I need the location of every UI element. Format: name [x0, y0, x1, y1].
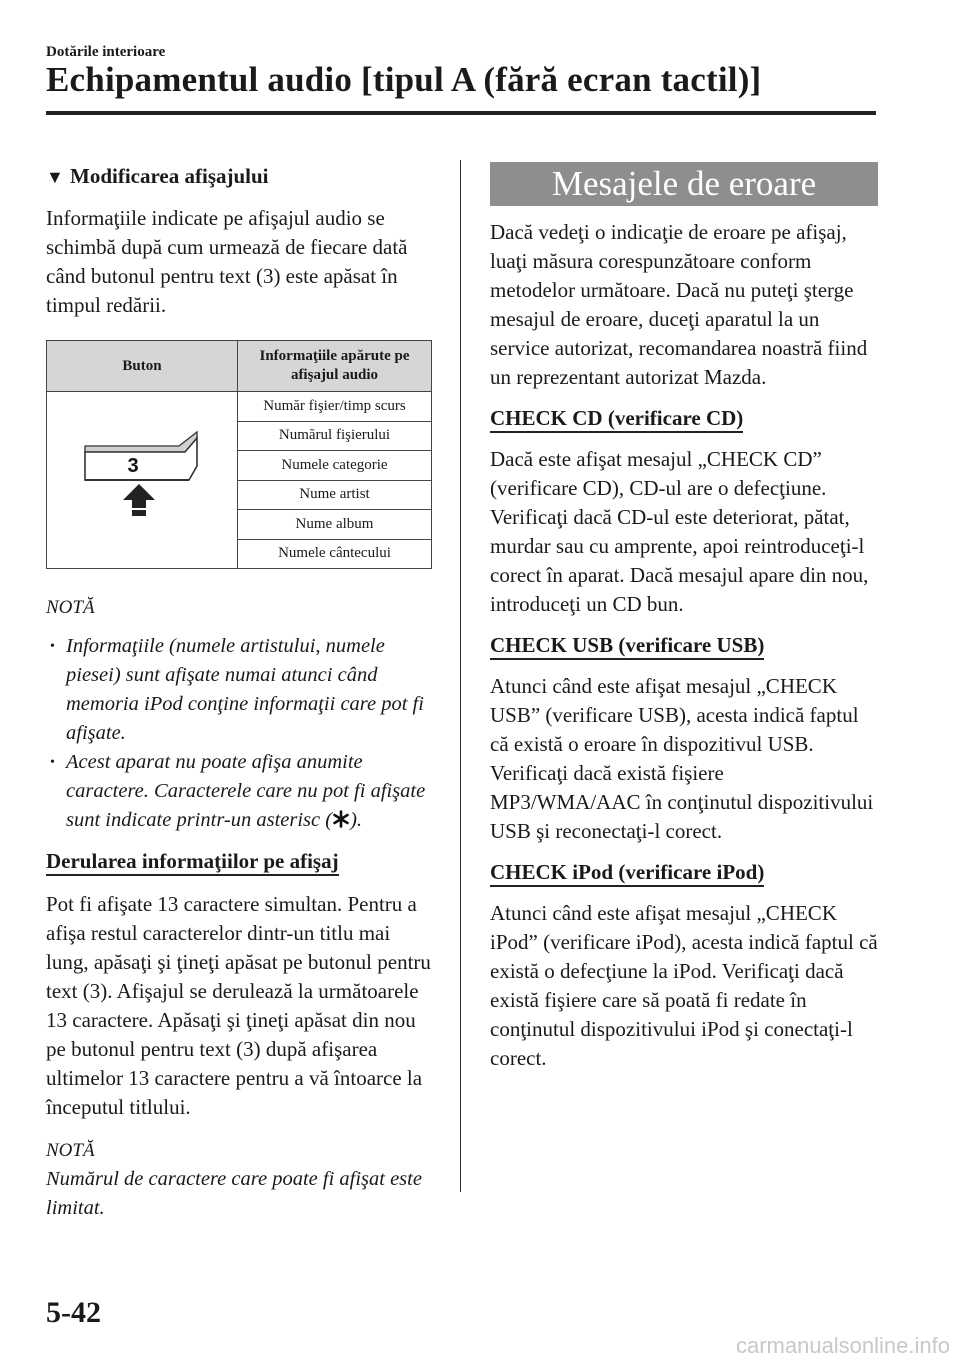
check-cd-text: Dacă este afişat mesajul „CHECK CD” (verificare CD), CD-ul are o defecţiune. Verificaţi dacă CD-ul este deteriorat, pătat, murdar sau cu amprente, apoi reintroduceţi-l corect în aparat. Dacă mesajul apare din nou, introduceţi un CD bun.: [490, 447, 869, 616]
column-divider: [460, 160, 461, 1192]
check-usb-heading: CHECK USB (verificare USB): [490, 633, 764, 660]
right-column: [490, 162, 878, 1073]
table-cell: Nume album: [238, 510, 432, 540]
scroll-heading: Derularea informaţiilor pe afişaj: [46, 849, 339, 876]
watermark: carmanualsonline.info: [735, 1333, 950, 1358]
breadcrumb: Dotările interioare: [46, 44, 166, 60]
note-title: NOTĂ: [46, 597, 95, 618]
table-cell: Numele categorie: [238, 451, 432, 481]
asterisk-icon: [332, 810, 350, 828]
left-column: [46, 162, 438, 1223]
intro-paragraph: Informaţiile indicate pe afişajul audio se schimbă după cum urmează de fiecare dată când butonul pentru text (3) este apăsat în timpul redării.: [46, 206, 408, 317]
table-header-button: Buton: [47, 341, 238, 392]
arrow-up-icon: [123, 484, 155, 516]
note-title-2: NOTĂ: [46, 1140, 95, 1161]
check-cd-heading: CHECK CD (verificare CD): [490, 406, 743, 433]
list-item: [46, 632, 438, 748]
note-item-text-end: ).: [350, 809, 363, 831]
page-title: Echipamentul audio [tipul A (fără ecran tactil)]: [46, 60, 762, 99]
note-item-text: Informaţiile (numele artistului, numele piesei) sunt afişate numai atunci când memoria iPod conţine informaţii care pot fi afişate.: [66, 635, 424, 744]
scroll-paragraph: Pot fi afişate 13 caractere simultan. Pentru a afişa restul caracterelor dintr-un titlu mai lung, apăsaţi şi ţineţi apăsat pe butonul pentru text (3). Afişajul se derulează la următoarele 13 caractere. Apăsaţi şi ţineţi apăsat din nou pe butonul pentru text (3) după afişarea ultimelor 13 caractere pentru a vă întoarce la începutul titlului.: [46, 892, 431, 1119]
table-cell: Nume artist: [238, 480, 432, 510]
note-list: [46, 632, 438, 835]
page-number: 5-42: [46, 1296, 101, 1329]
table-header-row: [47, 341, 432, 392]
check-ipod-text: Atunci când este afişat mesajul „CHECK iPod” (verificare iPod), acesta indică faptul că există o defecţiune la iPod. Verificaţi dacă există fişiere care să poată fi redate în conţinutul dispozitivului iPod şi conectaţi-l corect.: [490, 901, 878, 1070]
table-header-info: Informaţiile apărute pe afişajul audio: [238, 341, 432, 392]
button-illustration-cell: [47, 392, 238, 569]
button-number-label: 3: [127, 455, 139, 477]
section-heading-display: [46, 162, 438, 192]
triangle-marker-icon: ▼: [46, 167, 64, 187]
check-usb-text: Atunci când este afişat mesajul „CHECK USB” (verificare USB), acesta indică faptul că există o eroare în dispozitivul USB. Verificaţi dacă există fişiere MP3/WMA/AAC în conţinutul dispozitivului USB şi reconectaţi-l corect.: [490, 674, 874, 843]
table-cell: Număr fişier/timp scurs: [238, 392, 432, 422]
error-messages-banner: Mesajele de eroare: [490, 162, 878, 206]
display-info-table: [46, 340, 432, 569]
error-intro-paragraph: Dacă vedeţi o indicaţie de eroare pe afişaj, luaţi măsura corespunzătoare conform metodelor următoare. Dacă nu puteţi şterge mesajul de eroare, duceţi aparatul la un service autorizat, recomandarea noastră fiind un reprezentant autorizat Mazda.: [490, 220, 868, 389]
section-title: Modificarea afişajului: [70, 164, 269, 188]
table-cell: Numele cântecului: [238, 539, 432, 569]
header-rule: [46, 111, 876, 115]
table-row: [47, 392, 432, 422]
check-ipod-heading: CHECK iPod (verificare iPod): [490, 860, 764, 887]
table-cell: Numărul fişierului: [238, 421, 432, 451]
list-item: [46, 748, 438, 835]
note-text-2: Numărul de caractere care poate fi afişat este limitat.: [46, 1168, 422, 1219]
text-button-illustration: [47, 392, 237, 562]
note-item-text: Acest aparat nu poate afişa anumite caractere. Caracterele care nu pot fi afişate sunt indicate printr-un asterisc (: [66, 751, 426, 831]
